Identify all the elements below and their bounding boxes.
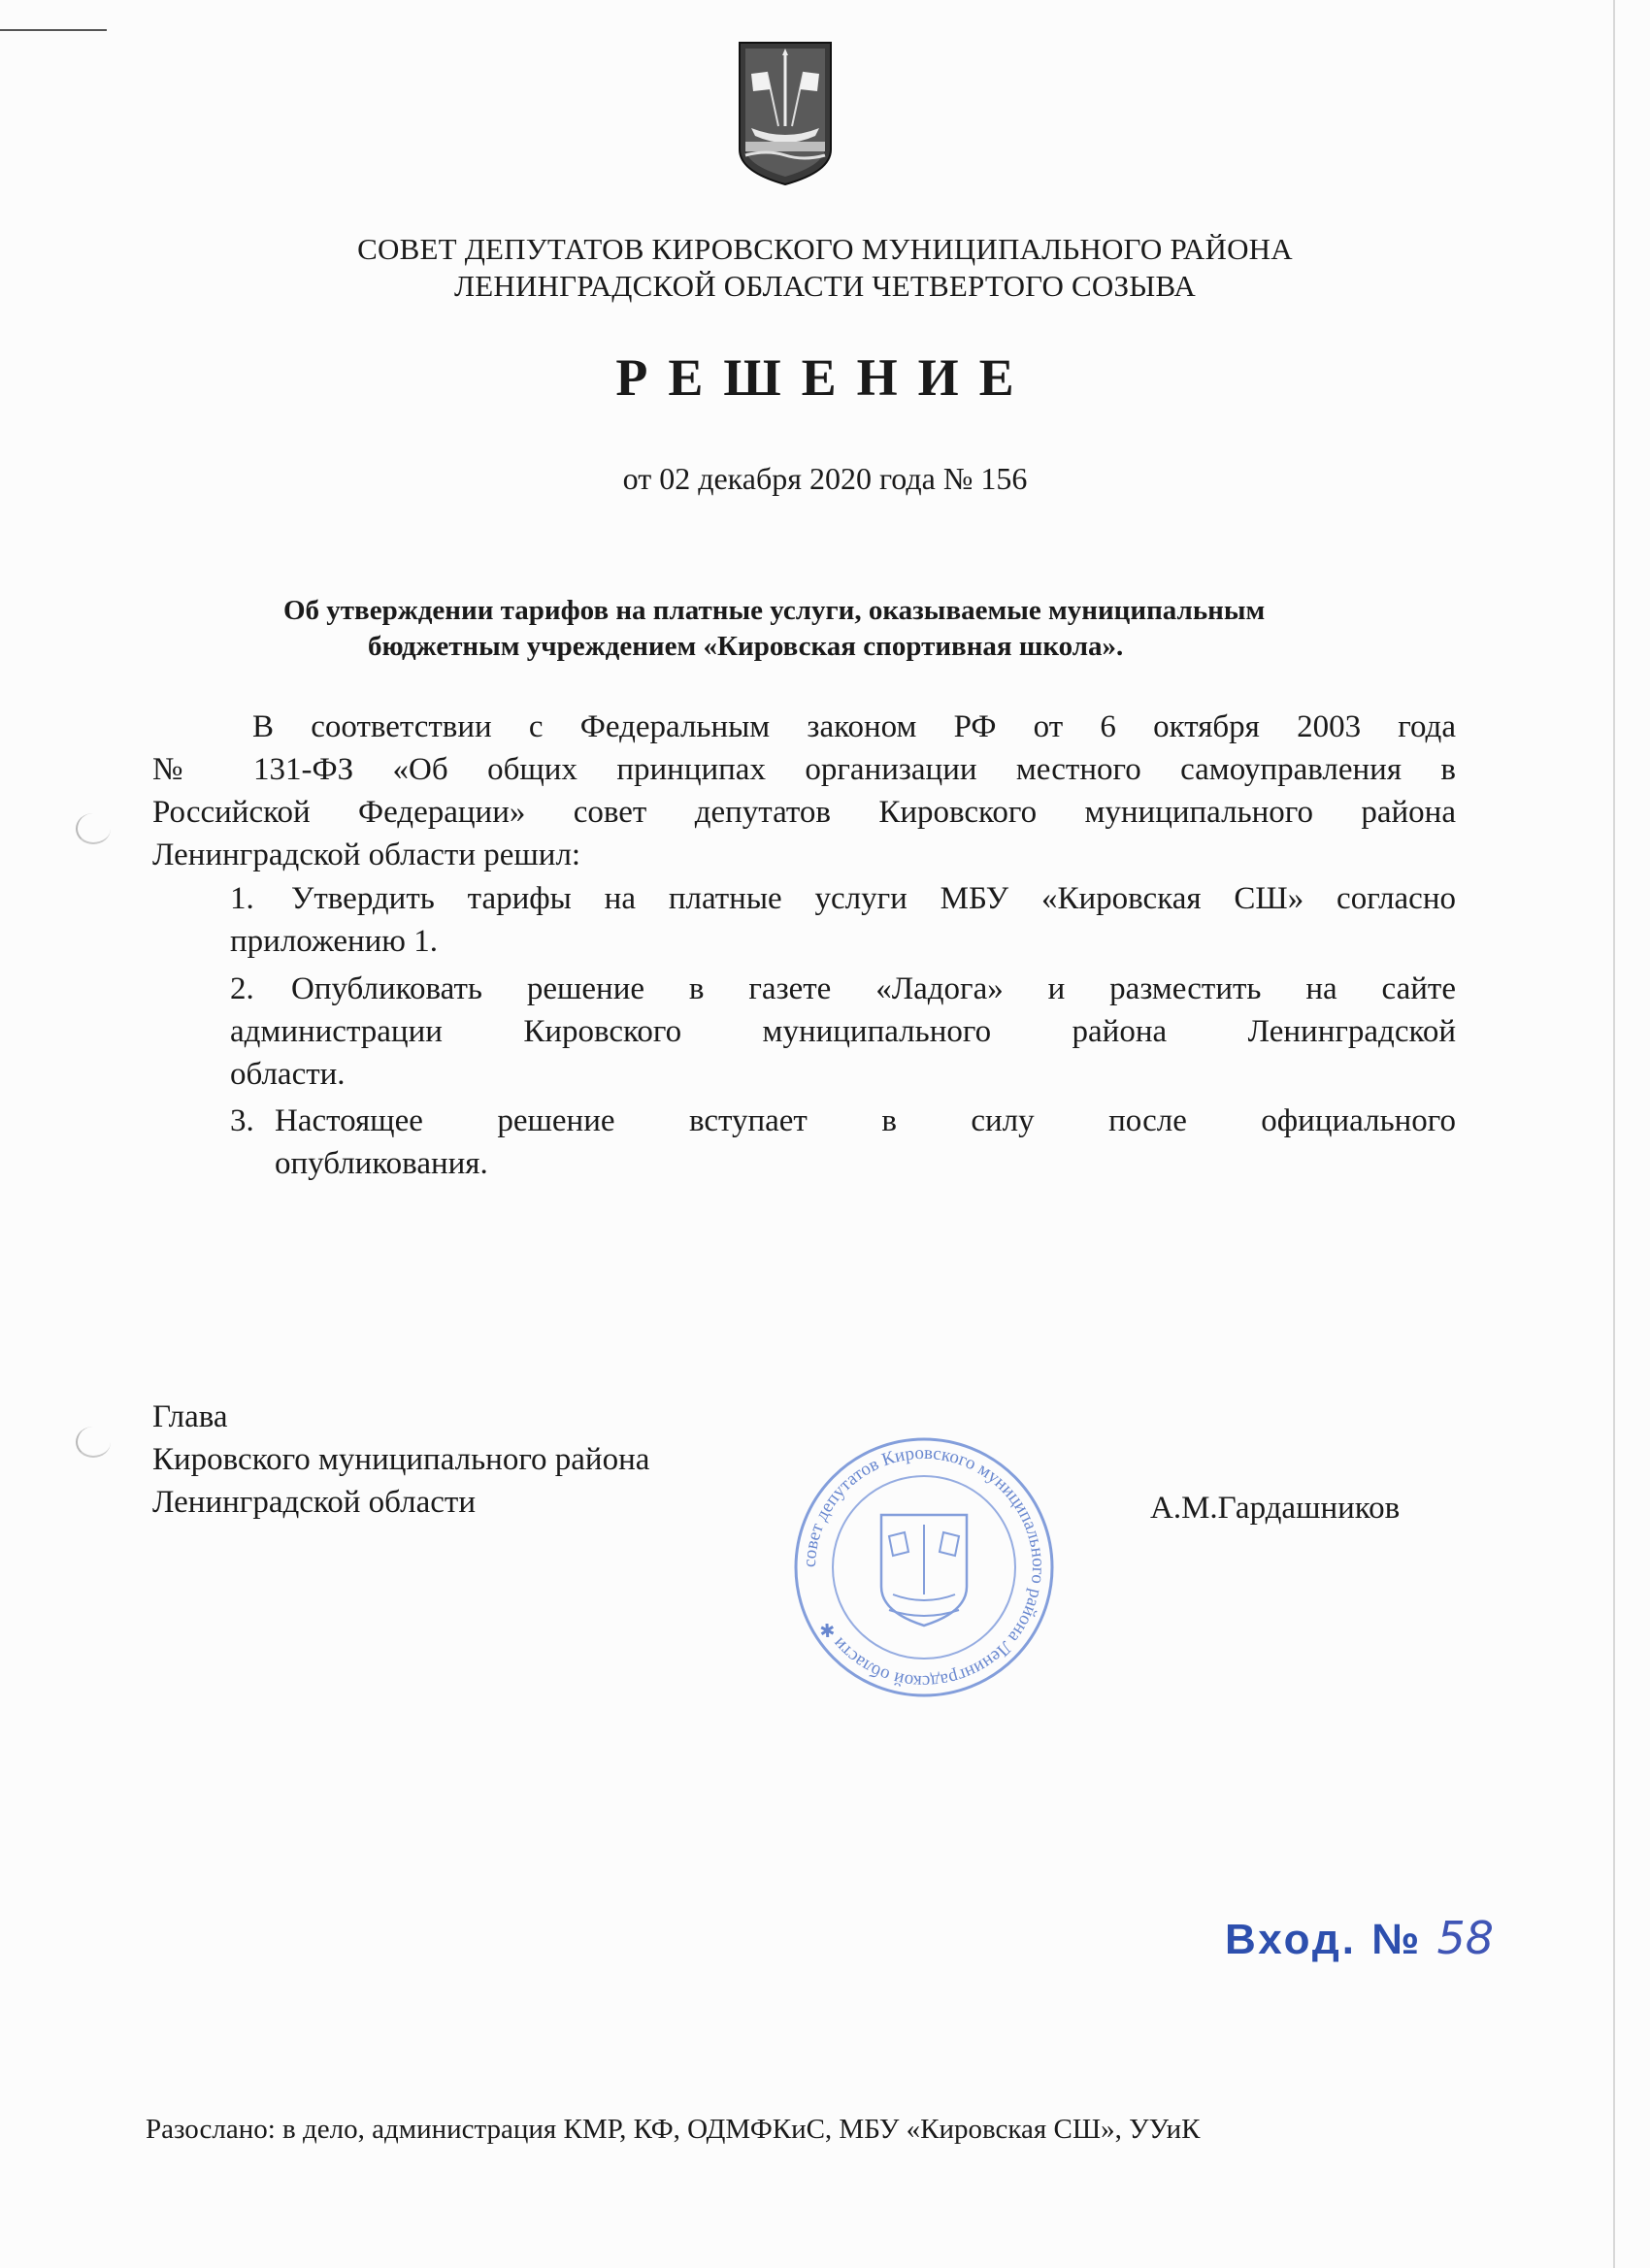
punch-hole-top (76, 813, 111, 844)
preamble-line-4: Ленинградской области решил: (152, 838, 581, 872)
preamble-line-2: № 131-ФЗ «Об общих принципах организации местного самоуправления в (152, 752, 1456, 787)
preamble-line-3: Российской Федерации» совет депутатов Кировского муниципального района (152, 795, 1456, 830)
document-date: от 02 декабря 2020 года № 156 (622, 461, 1028, 496)
item-1-number: 1. (230, 881, 254, 916)
scan-edge-mark (0, 29, 107, 31)
seal-ring-text: совет депутатов Кировского муниципального района Ленинградской области ✱ (799, 1442, 1049, 1693)
item-2-line-1: Опубликовать решение в газете «Ладога» и разместить на сайте (291, 971, 1456, 1006)
council-name-line-2: ЛЕНИНГРАДСКОЙ ОБЛАСТИ ЧЕТВЕРТОГО СОЗЫВА (454, 269, 1196, 303)
incoming-stamp (1225, 1912, 1494, 1964)
item-3-number: 3. (230, 1103, 254, 1138)
council-seal-icon (788, 1431, 1060, 1703)
subject-line-1: Об утверждении тарифов на платные услуги, оказываемые муниципальным (283, 595, 1266, 626)
incoming-number: 58 (1436, 1912, 1495, 1964)
item-2-line-3: области. (230, 1057, 346, 1092)
item-2-line-2: администрации Кировского муниципального района Ленинградской (230, 1014, 1456, 1049)
item-3-line-2: опубликования. (275, 1146, 488, 1181)
scan-page-edge (1613, 0, 1615, 2268)
document-title: РЕШЕНИЕ (615, 348, 1035, 407)
preamble-line-1: В соответствии с Федеральным законом РФ от 6 октября 2003 года (252, 709, 1456, 744)
signatory-name: А.М.Гардашников (1150, 1491, 1401, 1526)
item-1-line-2: приложению 1. (230, 924, 438, 959)
signature-position-line-3: Ленинградской области (152, 1485, 476, 1520)
signature-position-line-1: Глава (152, 1399, 228, 1434)
incoming-label: Вход. № (1225, 1916, 1423, 1963)
item-1-line-1: Утвердить тарифы на платные услуги МБУ «Кировская СШ» согласно (291, 881, 1456, 916)
item-3-line-1: Настоящее решение вступает в силу после официального (275, 1103, 1456, 1138)
punch-hole-bottom (76, 1427, 111, 1458)
subject-line-2: бюджетным учреждением «Кировская спортивная школа». (368, 631, 1124, 662)
council-name-line-1: СОВЕТ ДЕПУТАТОВ КИРОВСКОГО МУНИЦИПАЛЬНОГО РАЙОНА (357, 232, 1293, 266)
signature-position-line-2: Кировского муниципального района (152, 1442, 650, 1477)
item-2-number: 2. (230, 971, 254, 1006)
coat-of-arms-icon (738, 41, 833, 186)
distribution-list: Разослано: в дело, администрация КМР, КФ, ОДМФКиС, МБУ «Кировская СШ», УУиК (146, 2114, 1201, 2145)
